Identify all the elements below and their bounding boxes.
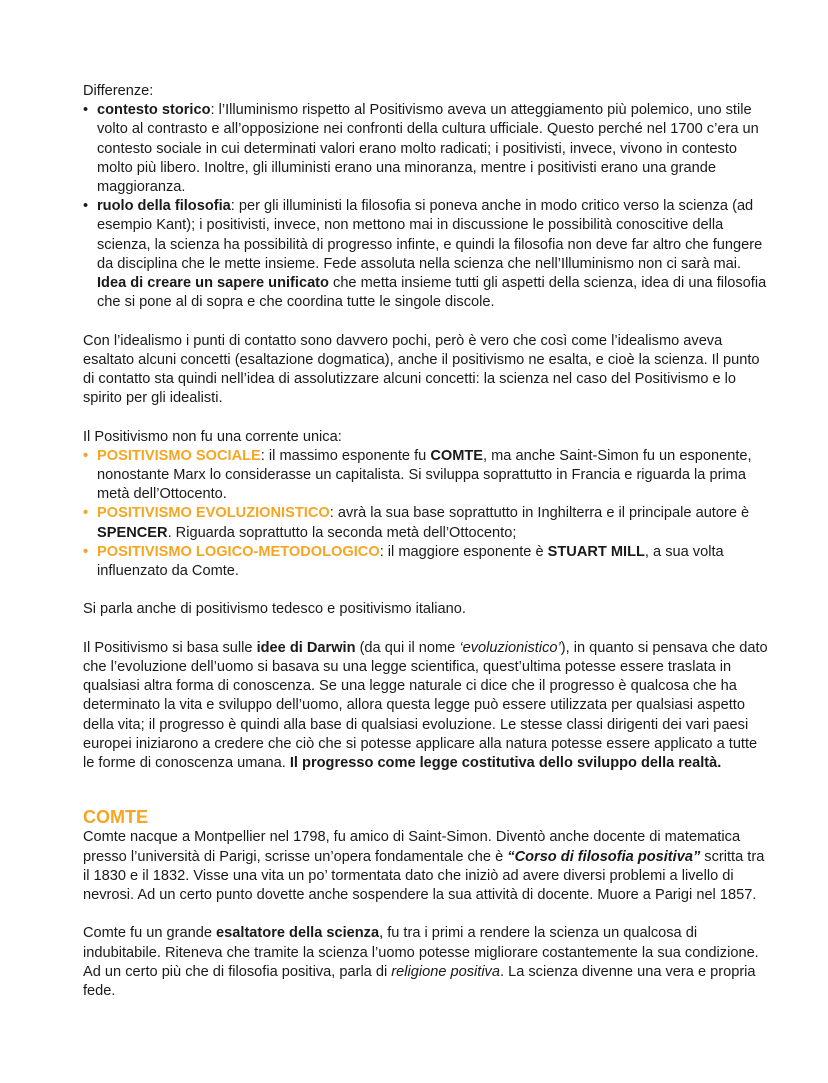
paragraph-tedesco: Si parla anche di positivismo tedesco e positivismo italiano. bbox=[83, 601, 466, 618]
bullet-icon: • bbox=[83, 505, 89, 522]
paragraph-idealismo: Con l’idealismo i punti di contatto sono davvero pochi, però è vero che così come l’idealismo aveva esaltato alcuni concetti (esaltazione dogmatica), anche il positivismo ne esalta, e cioè la scienza. Il punto di contatto sta quindi nell’idea di assolutizzare alcuni concetti: la scienza nel caso del Positivismo e lo spirito per gli idealisti. bbox=[83, 332, 760, 407]
paragraph-comte-bio: Comte nacque a Montpellier nel 1798, fu amico di Saint-Simon. Diventò anche docente di matematica presso l’università di Parigi, scrisse un’opera fondamentale che è “Corso di filosofia positiva” scritta tra il 1830 e il 1832. Visse una vita un po’ tormentata dato che iniziò ad avere diversi problemi a livello di nevrosi. Ad un certo punto dovette anche sospendere la sua attività di docente. Muore a Parigi nel 1857. bbox=[83, 829, 765, 904]
list-item-evoluzionistico: • POSITIVISMO EVOLUZIONISTICO: avrà la sua base soprattutto in Inghilterra e il principale autore è SPENCER. Riguarda soprattutto la seconda metà dell’Ottocento; bbox=[83, 505, 750, 541]
paragraph-comte-scienza: Comte fu un grande esaltatore della scienza, fu tra i primi a rendere la scienza un qualcosa di indubitabile. Riteneva che tramite la scienza l’uomo potesse migliorare costantemente la sua condizione. Ad un certo più che di filosofia positiva, parla di religione positiva. La scienza divenne una vera e propria fede. bbox=[83, 925, 759, 1000]
correnti-list bbox=[83, 447, 768, 581]
bullet-icon: • bbox=[83, 447, 89, 464]
bullet-icon: • bbox=[83, 198, 89, 215]
paragraph-darwin: Il Positivismo si basa sulle idee di Darwin (da qui il nome ‘evoluzionistico’), in quanto si pensava che dato che l’evoluzione dell’uomo si basava su una legge scientifica, quest’ultima potesse essere traslata in qualsiasi altra forma di conoscenza. Se una legge naturale ci dice che il progresso è qualcosa che ha determinato la vita e sviluppo dell’uomo, allora questa legge può essere utilizzata per qualsiasi aspetto della vita; il progresso è quindi alla base di qualsiasi evoluzione. Le stesse classi dirigenti dei vari paesi europei iniziarono a credere che ciò che si potesse applicare alla natura potesse essere applicato a tutte le forme di conoscenza umana. Il progresso come legge costitutiva dello sviluppo della realtà. bbox=[83, 639, 768, 772]
list-item-sociale: • POSITIVISMO SOCIALE: il massimo esponente fu COMTE, ma anche Saint-Simon fu un esponente, nonostante Marx lo considerasse un capitalista. Si sviluppa soprattutto in Francia e riguarda la prima metà dell’Ottocento. bbox=[83, 447, 752, 503]
term: ruolo della filosofia bbox=[97, 198, 231, 215]
comte-heading: COMTE bbox=[83, 807, 148, 828]
differenze-title: Differenze: bbox=[83, 83, 154, 99]
list-item-contesto-storico: • contesto storico: l’Illuminismo rispetto al Positivismo aveva un atteggiamento più polemico, uno stile volto al contrasto e all’opposizione nei confronti della cultura ufficiale. Questo perché nel 1700 c’era un contesto sociale in cui determinati valori erano molto radicati; i positivisti, invece, vivono in contesto molto più libero. Inoltre, gli illuministi erano una minoranza, mentre i positivisti erano una grande maggioranza. bbox=[83, 102, 759, 196]
bullet-icon: • bbox=[83, 102, 89, 119]
term: contesto storico bbox=[97, 102, 211, 119]
list-item-ruolo-filosofia: • ruolo della filosofia: per gli illuministi la filosofia si poneva anche in modo critico verso la scienza (ad esempio Kant); i positivisti, invece, non mettono mai in discussione le possibilità conoscitive della scienza, la scienza ha possibilità di progresso infinte, e quindi la filosofia non deve far altro che fungere da disciplina che le mette insieme. Fede assoluta nella scienza che nell’Illuminismo non ci sarà mai. Idea di creare un sapere unificato che metta insieme tutti gli aspetti della scienza, idea di una filosofia che si pone al di sopra e che coordina tutte le singole discole. bbox=[83, 198, 767, 311]
bullet-icon: • bbox=[83, 543, 89, 560]
differenze-list bbox=[83, 101, 768, 312]
list-item-logico-metodologico: • POSITIVISMO LOGICO-METODOLOGICO: il maggiore esponente è STUART MILL, a sua volta influenzato da Comte. bbox=[83, 543, 724, 580]
correnti-title: Il Positivismo non fu una corrente unica: bbox=[83, 428, 342, 445]
